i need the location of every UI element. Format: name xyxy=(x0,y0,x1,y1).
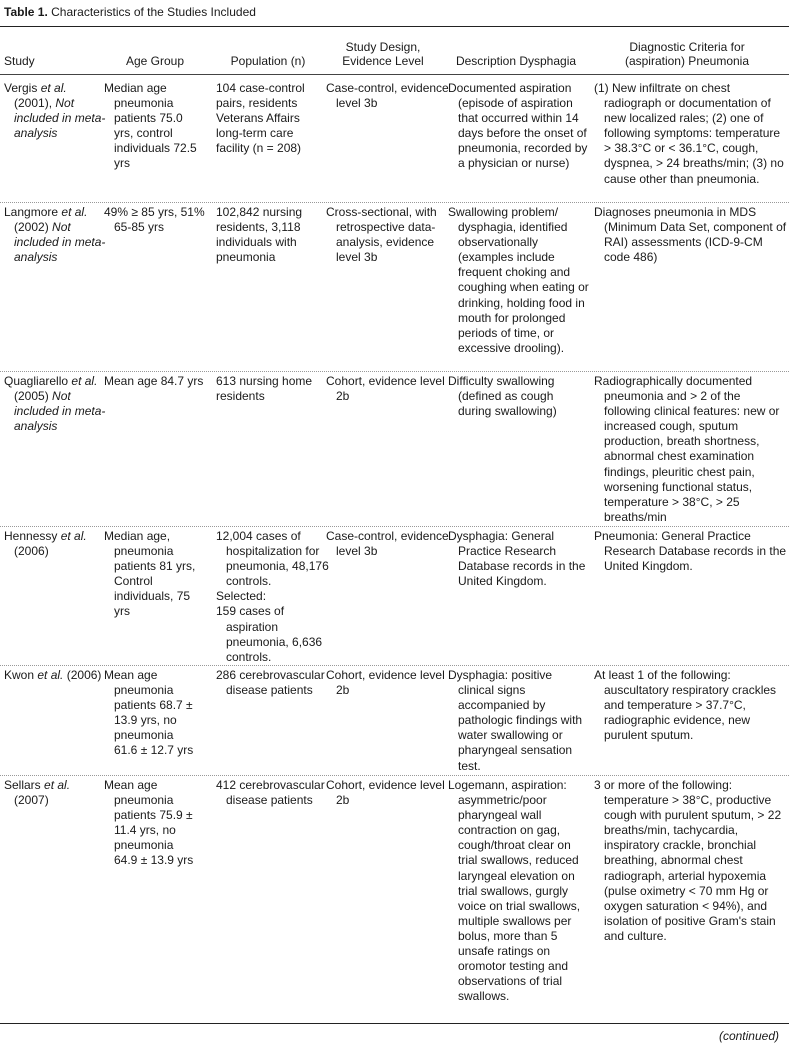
study-etal: et al. xyxy=(37,668,64,682)
header-criteria xyxy=(592,40,782,68)
study-author: Vergis xyxy=(4,81,38,95)
population-cell: 613 nursing home residents xyxy=(216,374,313,404)
table-label: Table 1. xyxy=(4,5,48,19)
age-cell: Mean age pneumonia patients 75.9 ± 11.4 yrs, no pneumonia 64.9 ± 13.9 yrs xyxy=(104,778,194,868)
dysphagia-cell: Dysphagia: General Practice Research Database records in the United Kingdom. xyxy=(448,529,586,589)
design-cell: Case-control, evidence level 3b xyxy=(326,529,449,559)
header-design-line2: Evidence Level xyxy=(342,54,424,68)
header-population: Population (n) xyxy=(230,54,306,68)
study-cell xyxy=(4,778,106,808)
criteria-cell: Diagnoses pneumonia in MDS (Minimum Data Set, component of RAI) assessments (ICD-9-CM code 486) xyxy=(594,205,787,265)
row-separator xyxy=(0,775,789,776)
age-cell: Median age, pneumonia patients 81 yrs, Control individuals, 75 yrs xyxy=(104,529,196,619)
table-header-rule xyxy=(0,74,789,75)
study-author: Sellars xyxy=(4,778,41,792)
population-cell: 412 cerebrovascular disease patients xyxy=(216,778,325,808)
header-study: Study xyxy=(4,54,35,68)
study-etal: et al. xyxy=(60,529,87,543)
study-author: Hennessy xyxy=(4,529,58,543)
table-title: Characteristics of the Studies Included xyxy=(51,5,256,19)
population-line: Selected: xyxy=(216,589,267,604)
study-cell xyxy=(4,529,106,559)
header-age: Age Group xyxy=(125,54,185,68)
criteria-cell: Pneumonia: General Practice Research Database records in the United Kingdom. xyxy=(594,529,787,574)
row-separator xyxy=(0,202,789,203)
population-cell: 104 case-control pairs, residents Veterans Affairs long-term care facility (n = 208) xyxy=(216,81,305,156)
row-separator xyxy=(0,526,789,527)
dysphagia-cell: Documented aspiration (episode of aspiration that occurred within 14 days before the onset of pneumonia, recorded by a physician or nurse) xyxy=(448,81,588,171)
dysphagia-cell: Difficulty swallowing (defined as cough during swallowing) xyxy=(448,374,557,419)
study-year: (2001), xyxy=(14,96,53,111)
header-design xyxy=(324,40,442,68)
study-etal: et al. xyxy=(61,205,88,219)
study-year: (2006) xyxy=(66,668,102,682)
study-etal: et al. xyxy=(71,374,98,388)
study-author: Kwon xyxy=(4,668,35,682)
design-cell: Cohort, evidence level 2b xyxy=(326,374,445,404)
design-cell: Cohort, evidence level 2b xyxy=(326,668,445,698)
design-cell: Cross-sectional, with retrospective data-analysis, evidence level 3b xyxy=(326,205,437,265)
criteria-cell: (1) New infiltrate on chest radiograph or documentation of new localized rales; (2) one of following symptoms: temperature > 38.3°C or < 36.1°C, cough, dyspnea, > 24 breaths/min; (3) no cause other than pneumonia. xyxy=(594,81,784,186)
study-cell xyxy=(4,205,106,265)
population-cell: 286 cerebrovascular disease patients xyxy=(216,668,325,698)
age-cell: Median age pneumonia patients 75.0 yrs, control individuals 72.5 yrs xyxy=(104,81,197,171)
dysphagia-cell: Dysphagia: positive clinical signs accompanied by pathologic findings with water swallowing or pharyngeal sensation test. xyxy=(448,668,583,773)
design-cell: Case-control, evidence level 3b xyxy=(326,81,449,111)
age-cell: Mean age 84.7 yrs xyxy=(104,374,204,388)
dysphagia-cell: Swallowing problem/ dysphagia, identified observationally (examples include frequent choking and coughing when eating or drinking, holding food in mouth for prolonged periods of time, or excessive drooling). xyxy=(448,205,589,355)
row-separator xyxy=(0,665,789,666)
header-design-line1: Study Design, xyxy=(345,40,421,54)
study-author: Langmore xyxy=(4,205,59,219)
study-etal: et al. xyxy=(44,778,71,792)
table-bottom-rule xyxy=(0,1023,789,1024)
study-year: (2005) xyxy=(14,389,49,404)
study-note: Not included in meta-analysis xyxy=(14,389,106,434)
population-line: 12,004 cases of hospitalization for pneumonia, 48,176 controls. xyxy=(216,529,329,589)
population-cell xyxy=(216,529,334,665)
table-header xyxy=(0,28,789,72)
study-etal: et al. xyxy=(40,81,67,95)
header-dysphagia: Description Dysphagia xyxy=(455,54,577,68)
study-year: (2002) xyxy=(14,220,49,235)
population-line: 159 cases of aspiration pneumonia, 6,636 controls. xyxy=(216,604,323,664)
study-cell xyxy=(4,81,106,141)
study-year: (2007) xyxy=(14,793,49,808)
criteria-cell: 3 or more of the following: temperature > 38°C, productive cough with purulent sputum, > 22 breaths/min, tachycardia, inspiratory crackle, bronchial breathing, abnormal chest radiograph, arterial hypoxemia (pulse oximetry < 70 mm Hg or oxygen saturation < 94%), and isolation of positive Gram's stain and culture. xyxy=(594,778,782,943)
table-caption xyxy=(4,3,256,21)
continued-note: (continued) xyxy=(718,1029,779,1043)
age-cell: Mean age pneumonia patients 68.7 ± 13.9 yrs, no pneumonia 61.6 ± 12.7 yrs xyxy=(104,668,194,758)
study-cell xyxy=(4,668,106,683)
criteria-cell: At least 1 of the following: auscultatory respiratory crackles and temperature > 37.7°C, radiographic evidence, new purulent sputum. xyxy=(594,668,777,743)
study-note: Not included in meta-analysis xyxy=(14,96,106,141)
header-criteria-line2: (aspiration) Pneumonia xyxy=(624,54,750,68)
study-note: Not included in meta-analysis xyxy=(14,220,106,265)
table-top-rule xyxy=(0,26,789,27)
dysphagia-cell: Logemann, aspiration: asymmetric/poor pharyngeal wall contraction on gag, cough/throat clear on trial swallows, reduced laryngeal elevation on trial swallows, gurgly voice on trial swallows, multiple swallows per bolus, more than 5 unsafe ratings on oromotor testing and observations of trial swallows. xyxy=(448,778,581,1004)
population-cell: 102,842 nursing residents, 3,118 individuals with pneumonia xyxy=(216,205,303,265)
age-cell: 49% ≥ 85 yrs, 51% 65-85 yrs xyxy=(104,205,205,235)
header-criteria-line1: Diagnostic Criteria for xyxy=(629,40,745,54)
study-year: (2006) xyxy=(14,544,49,559)
study-cell xyxy=(4,374,106,434)
study-author: Quagliarello xyxy=(4,374,69,388)
row-separator xyxy=(0,371,789,372)
criteria-cell: Radiographically documented pneumonia and > 2 of the following clinical features: new or increased cough, sputum production, breath shortness, abnormal chest examination findings, pleuritic chest pain, worsening functional status, temperature > 38°C, > 25 breaths/min xyxy=(594,374,780,524)
design-cell: Cohort, evidence level 2b xyxy=(326,778,445,808)
